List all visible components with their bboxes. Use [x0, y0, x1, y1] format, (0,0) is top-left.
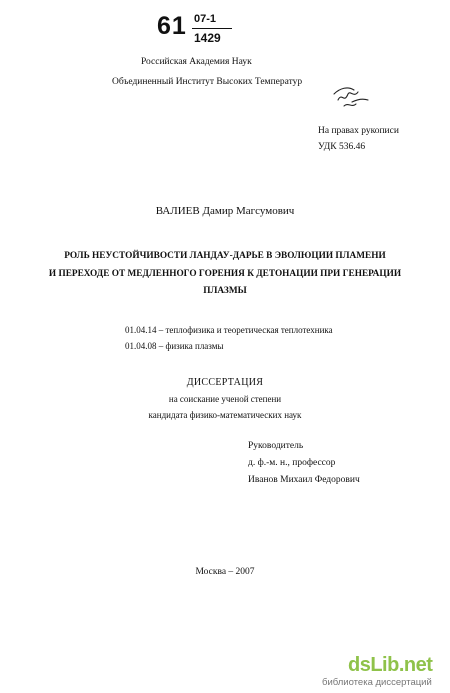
- specialty-code: 01.04.08 – физика плазмы: [125, 341, 224, 351]
- supervisor-role: Руководитель: [248, 441, 304, 451]
- watermark-logo: dsLib.net: [348, 654, 433, 676]
- institute-name: Объединенный Институт Высоких Температур: [112, 77, 303, 87]
- title-line: И ПЕРЕХОДЕ ОТ МЕДЛЕННОГО ГОРЕНИЯ К ДЕТОНАЦИИ ПРИ ГЕНЕРАЦИИ: [48, 269, 402, 279]
- library-call-number-stamp: [157, 6, 237, 56]
- supervisor-name: Иванов Михаил Федорович: [248, 475, 360, 485]
- manuscript-rights-note: На правах рукописи: [318, 126, 399, 136]
- udk-code: УДК 536.46: [318, 142, 366, 152]
- degree-line: кандидата физико-математических наук: [148, 410, 302, 420]
- site-watermark: [320, 652, 445, 692]
- handwritten-signature: [330, 84, 370, 110]
- academy-name: Российская Академия Наук: [141, 57, 252, 67]
- title-line: ПЛАЗМЫ: [203, 286, 247, 296]
- city-year: Москва – 2007: [195, 567, 255, 577]
- title-line: РОЛЬ НЕУСТОЙЧИВОСТИ ЛАНДАУ-ДАРЬЕ В ЭВОЛЮЦИИ ПЛАМЕНИ: [64, 251, 386, 261]
- specialty-code: 01.04.14 – теплофизика и теоретическая теплотехника: [125, 325, 333, 335]
- degree-line: на соискание ученой степени: [168, 394, 282, 404]
- stamp-top-code: 07-1: [194, 13, 217, 25]
- dissertation-heading: ДИССЕРТАЦИЯ: [186, 377, 264, 388]
- author-name: ВАЛИЕВ Дамир Магсумович: [155, 205, 295, 217]
- watermark-tagline: библиотека диссертаций: [322, 677, 432, 688]
- supervisor-rank: д. ф.-м. н., профессор: [248, 458, 336, 468]
- stamp-divider: [192, 28, 232, 29]
- stamp-number: 61: [157, 12, 187, 40]
- stamp-bottom-code: 1429: [194, 31, 221, 45]
